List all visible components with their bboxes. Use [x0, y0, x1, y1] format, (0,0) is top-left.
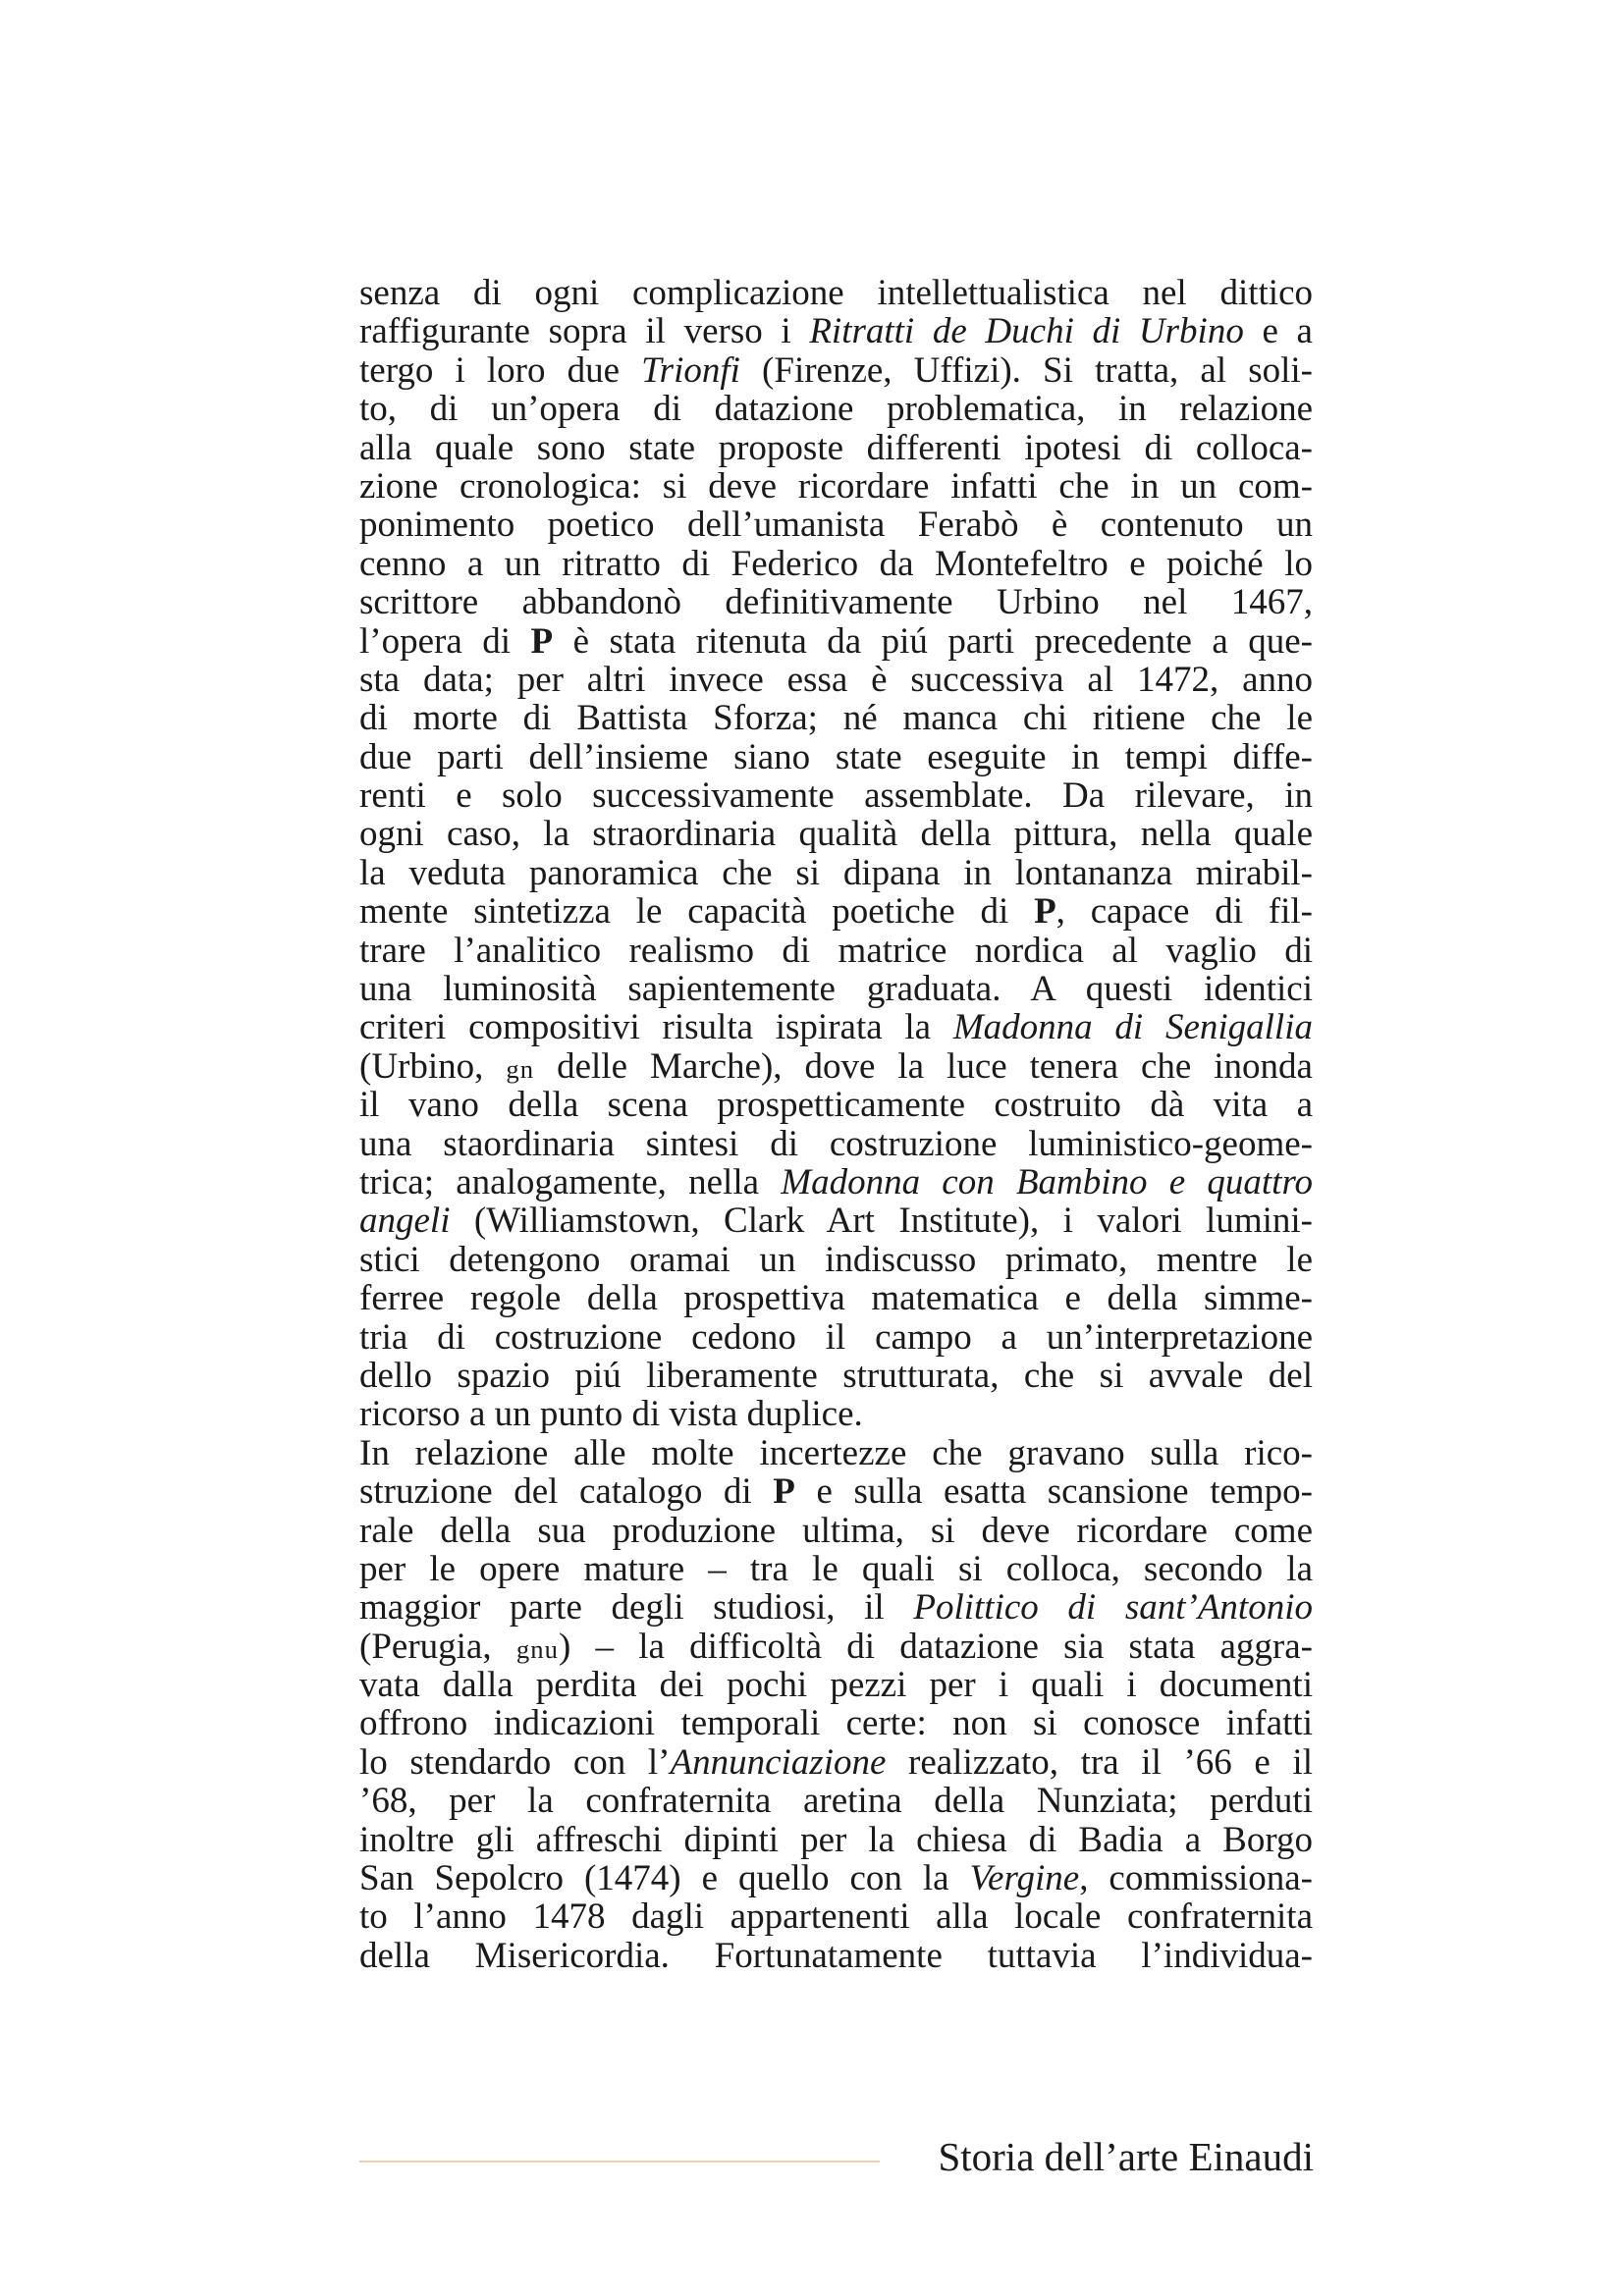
text-line [359, 1628, 1313, 1666]
text-run: una staordinaria sintesi di costruzione luministico-geome- [359, 1123, 1313, 1164]
text-line [359, 661, 1313, 699]
text-run: tergo i loro due [359, 349, 642, 391]
text-line [359, 1821, 1313, 1859]
text-run: ’68, per la confraternita aretina della Nunziata; perduti [359, 1781, 1313, 1822]
text-run: cenno a un ritratto di Federico da Montefeltro e poiché lo [359, 543, 1313, 584]
text-run: vata dalla perdita dei pochi pezzi per i quali i documenti [359, 1665, 1313, 1706]
text-run: to, di un’opera di datazione problematica, in relazione [359, 389, 1313, 430]
text-line [359, 390, 1313, 428]
text-run: e sulla esatta scansione tempo- [794, 1471, 1313, 1513]
text-run: il vano della scena prospetticamente costruito dà vita a [359, 1085, 1313, 1126]
text-run: ricorso a un punto di vista duplice. [359, 1394, 863, 1435]
bold-initial: P [773, 1471, 795, 1513]
text-line [359, 1743, 1313, 1782]
text-run: raffigurante sopra il verso i [359, 311, 810, 352]
text-line [359, 622, 1313, 661]
italic-title: Trionfi [641, 349, 740, 391]
footer-rule [359, 2161, 880, 2163]
small-caps-abbrev: gn [506, 1053, 535, 1084]
text-run: della Misericordia. Fortunatamente tuttavia l’individua- [359, 1935, 1313, 1976]
text-run: inoltre gli affreschi dipinti per la chiesa di Badia a Borgo [359, 1819, 1313, 1860]
text-line [359, 274, 1313, 312]
text-run: una luminosità sapientemente graduata. A questi identici [359, 969, 1313, 1010]
italic-title: Ritratti de Duchi di Urbino [809, 311, 1244, 352]
text-run: trare l’analitico realismo di matrice nordica al vaglio di [359, 930, 1313, 971]
text-line [359, 1472, 1313, 1511]
text-run: (Firenze, Uffizi). Si tratta, al soli- [739, 349, 1313, 391]
text-line [359, 932, 1313, 970]
text-line [359, 506, 1313, 544]
text-line [359, 1666, 1313, 1704]
text-run: lo stendardo con l’ [359, 1741, 671, 1783]
text-run: , capace di fil- [1055, 891, 1313, 933]
text-run: è stata ritenuta da piú parti precedente a que- [553, 620, 1313, 662]
text-run: trica; analogamente, nella [359, 1161, 782, 1202]
text-line [359, 776, 1313, 815]
text-line [359, 1704, 1313, 1742]
text-run: due parti dell’insieme siano state eseguite in tempi diffe- [359, 736, 1313, 777]
text-run: sta data; per altri invece essa è successiva al 1472, anno [359, 659, 1313, 700]
text-run: zione cronologica: si deve ricordare infatti che in un com- [359, 465, 1313, 507]
text-line [359, 699, 1313, 737]
text-line [359, 1937, 1313, 1975]
text-run: maggior parte degli studiosi, il [359, 1587, 914, 1629]
text-run: (Perugia, [359, 1626, 516, 1667]
small-caps-abbrev: gnu [515, 1633, 559, 1664]
text-line [359, 1395, 1313, 1433]
text-line [359, 1201, 1313, 1240]
text-line [359, 1086, 1313, 1124]
text-run: senza di ogni complicazione intellettualistica nel dittico [359, 273, 1313, 313]
italic-title: angeli [359, 1201, 451, 1242]
text-line [359, 1008, 1313, 1046]
text-line [359, 312, 1313, 350]
text-line [359, 1163, 1313, 1201]
text-run: stici detengono oramai un indiscusso primato, mentre le [359, 1239, 1313, 1280]
text-line [359, 429, 1313, 467]
bold-initial: P [1034, 891, 1056, 933]
text-line [359, 1588, 1313, 1627]
text-run: l’opera di [359, 620, 531, 662]
text-run: e a [1243, 311, 1313, 352]
italic-title: Polittico di sant’Antonio [913, 1587, 1313, 1629]
text-line [359, 1047, 1313, 1086]
text-run: San Sepolcro (1474) e quello con la [359, 1858, 970, 1899]
text-run: rale della sua produzione ultima, si deve ricordare come [359, 1510, 1313, 1551]
text-run: ogni caso, la straordinaria qualità della pittura, nella quale [359, 814, 1313, 855]
text-line [359, 1318, 1313, 1357]
italic-title: Annunciazione [670, 1741, 887, 1783]
text-line [359, 1241, 1313, 1279]
text-line [359, 854, 1313, 892]
text-run: di morte di Battista Sforza; né manca chi ritiene che le [359, 698, 1313, 739]
bold-initial: P [530, 620, 554, 662]
text-line [359, 1782, 1313, 1820]
text-run: ferree regole della prospettiva matematica e della simme- [359, 1278, 1313, 1319]
text-run: scrittore abbandonò definitivamente Urbino nel 1467, [359, 582, 1313, 623]
text-run: , commissiona- [1079, 1858, 1313, 1899]
text-line [359, 545, 1313, 583]
text-run: alla quale sono state proposte differenti ipotesi di colloca- [359, 427, 1313, 468]
text-run: (Urbino, [359, 1045, 507, 1087]
text-line [359, 1279, 1313, 1317]
text-run: mente sintetizza le capacità poetiche di [359, 891, 1035, 933]
italic-title: Vergine [969, 1858, 1080, 1899]
text-run: dello spazio piú liberamente strutturata, che si avvale del [359, 1355, 1313, 1396]
text-run: ponimento poetico dell’umanista Ferabò è contenuto un [359, 505, 1313, 546]
text-run: In relazione alle molte incertezze che gravano sulla rico- [359, 1432, 1313, 1473]
text-line [359, 1897, 1313, 1936]
text-line [359, 738, 1313, 776]
text-line [359, 1550, 1313, 1588]
text-run: criteri compositivi risulta ispirata la [359, 1007, 953, 1048]
text-run: (Williamstown, Clark Art Institute), i valori lumini- [450, 1201, 1313, 1242]
text-run: ) – la difficoltà di datazione sia stata aggra- [558, 1626, 1313, 1667]
text-run: struzione del catalogo di [359, 1471, 774, 1513]
text-line [359, 1512, 1313, 1550]
text-run: to l’anno 1478 dagli appartenenti alla locale confraternita [359, 1896, 1313, 1938]
text-run: per le opere mature – tra le quali si colloca, secondo la [359, 1548, 1313, 1589]
text-line [359, 351, 1313, 390]
text-line [359, 1125, 1313, 1163]
text-run: tria di costruzione cedono il campo a un’interpretazione [359, 1316, 1313, 1358]
text-run: realizzato, tra il ’66 e il [886, 1741, 1313, 1783]
text-line [359, 1859, 1313, 1897]
text-line [359, 467, 1313, 506]
text-line [359, 1434, 1313, 1472]
text-line [359, 970, 1313, 1008]
text-run: offrono indicazioni temporali certe: non si conosce infatti [359, 1703, 1313, 1744]
text-line [359, 815, 1313, 853]
text-line [359, 583, 1313, 621]
text-line [359, 1357, 1313, 1395]
footer-title: Storia dell’arte Einaudi [938, 2134, 1314, 2179]
text-run: delle Marche), dove la luce tenera che inonda [534, 1045, 1313, 1087]
text-run: renti e solo successivamente assemblate. Da rilevare, in [359, 775, 1313, 817]
text-line [359, 892, 1313, 931]
text-run: la veduta panoramica che si dipana in lontananza mirabil- [359, 852, 1313, 893]
italic-title: Madonna di Senigallia [952, 1007, 1313, 1048]
italic-title: Madonna con Bambino e quattro [781, 1161, 1313, 1202]
body-text [359, 274, 1313, 1975]
